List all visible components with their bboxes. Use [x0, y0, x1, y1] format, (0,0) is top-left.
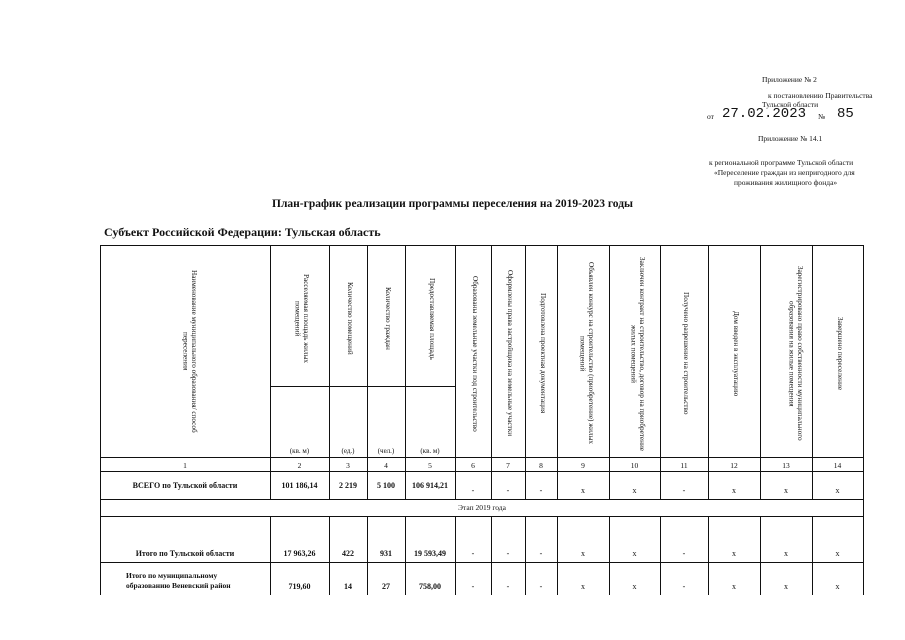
- table-cell: x: [835, 549, 840, 558]
- table-cell: x: [581, 486, 585, 495]
- unit-rooms: (ед.): [341, 447, 355, 455]
- table-cell: x: [835, 486, 840, 495]
- appendix-14-label: Приложение № 14.1: [758, 134, 823, 143]
- decree-date: 27.02.2023: [722, 106, 807, 122]
- municipal-name-line-1: Итого по муниципальному: [126, 571, 218, 580]
- col-number: 13: [782, 461, 790, 470]
- col-number: 6: [471, 461, 475, 470]
- table-cell: x: [732, 486, 736, 495]
- col-number: 14: [833, 461, 842, 470]
- table-cell: -: [506, 582, 510, 591]
- program-line-3: проживания жилищного фонда»: [734, 178, 838, 187]
- table-cell: x: [632, 582, 637, 591]
- number-prefix: №: [818, 112, 826, 121]
- date-prefix: от: [707, 112, 714, 121]
- col-header-name: Наименование муниципального образования/ способ переселения: [181, 269, 198, 433]
- decree-label: к постановлению Правительства: [768, 91, 873, 100]
- table-cell: -: [539, 486, 543, 495]
- table-cell: -: [682, 582, 686, 591]
- table-cell: 106 914,21: [412, 481, 448, 490]
- table-border: [100, 245, 864, 595]
- unit-citizens: (чел.): [377, 447, 395, 455]
- table-cell: -: [471, 486, 475, 495]
- col-header-permit: Получено разрешение на строительство: [682, 292, 690, 415]
- col-header-project-docs: Подготовлена проектная документация: [539, 293, 547, 414]
- col-header-ownership: Зарегистрировано право собственности муниципального образования на жилые помещения: [787, 266, 804, 441]
- table-cell: 2 219: [339, 481, 357, 490]
- col-number: 9: [581, 461, 585, 470]
- col-header-provided-area: Предоставляемая площадь: [428, 277, 436, 360]
- municipal-name-line-2: образованию Веневский район: [126, 581, 231, 590]
- col-header-developer-rights: Оформлены права застройщика на земельные участки: [506, 270, 514, 437]
- col-header-citizens: Количество граждан: [384, 287, 392, 350]
- col-number: 2: [297, 461, 302, 470]
- col-header-resettled: Завершено переселение: [836, 316, 844, 391]
- col-number: 5: [428, 461, 432, 470]
- total-row-name: ВСЕГО по Тульской области: [132, 481, 238, 490]
- table-cell: 17 963,26: [283, 549, 316, 558]
- page-title: План-график реализации программы переселения на 2019-2023 годы: [272, 198, 633, 210]
- col-number: 8: [539, 461, 543, 470]
- col-number: 10: [630, 461, 639, 470]
- table-cell: 719,60: [288, 582, 311, 591]
- unit-provided-area: (кв. м): [420, 447, 440, 455]
- col-number: 12: [730, 461, 738, 470]
- table-cell: x: [784, 549, 788, 558]
- table-cell: x: [632, 549, 637, 558]
- table-cell: -: [506, 486, 510, 495]
- col-number: 4: [384, 461, 388, 470]
- table-cell: -: [539, 549, 543, 558]
- program-line-1: к региональной программе Тульской области: [709, 158, 854, 167]
- col-header-area: Расселяемая площадь жилых помещений: [293, 273, 310, 364]
- col-header-land-plots: Образованы земельные участки под строительство: [471, 275, 479, 432]
- col-number: 1: [183, 461, 187, 470]
- table-cell: -: [682, 549, 686, 558]
- table-cell: -: [471, 549, 475, 558]
- table-cell: 758,00: [419, 582, 441, 591]
- table-cell: -: [539, 582, 543, 591]
- col-header-tender: Объявлен конкурс на строительство (приобретение) жилых помещений: [578, 262, 595, 445]
- table-cell: x: [784, 486, 788, 495]
- col-number: 3: [346, 461, 350, 470]
- table-cell: -: [506, 549, 510, 558]
- stage-label: Этап 2019 года: [458, 503, 506, 512]
- table-cell: x: [732, 582, 736, 591]
- table-cell: x: [732, 549, 736, 558]
- col-number: 7: [506, 461, 510, 470]
- region-label: Тульской области: [762, 100, 819, 109]
- table-cell: -: [471, 582, 475, 591]
- subject-label: Субъект Российской Федерации: Тульская область: [104, 225, 381, 239]
- table-cell: 931: [380, 549, 392, 558]
- table-cell: -: [682, 486, 686, 495]
- appendix-label: Приложение № 2: [762, 75, 817, 84]
- col-header-contract: Заключен контракт на строительство, договор на приобретение жилых помещений: [629, 256, 646, 451]
- table-cell: x: [835, 582, 840, 591]
- col-header-commissioned: Дом введен в эксплуатацию: [732, 310, 740, 397]
- table-cell: 5 100: [377, 481, 395, 490]
- col-number: 11: [680, 461, 688, 470]
- table-cell: x: [581, 582, 585, 591]
- table-cell: 27: [382, 582, 390, 591]
- stage-total-name: Итого по Тульской области: [135, 549, 235, 558]
- table-cell: 19 593,49: [414, 549, 446, 558]
- program-line-2: «Переселение граждан из непригодного для: [714, 168, 855, 177]
- table-cell: 101 186,14: [281, 481, 318, 490]
- col-header-rooms: Количество помещений: [346, 282, 354, 355]
- table-cell: 422: [342, 549, 354, 558]
- table-cell: x: [581, 549, 585, 558]
- table-cell: x: [632, 486, 637, 495]
- unit-area: (кв. м): [289, 447, 310, 455]
- table-cell: 14: [344, 582, 352, 591]
- table-cell: x: [784, 582, 788, 591]
- decree-number: 85: [837, 106, 854, 122]
